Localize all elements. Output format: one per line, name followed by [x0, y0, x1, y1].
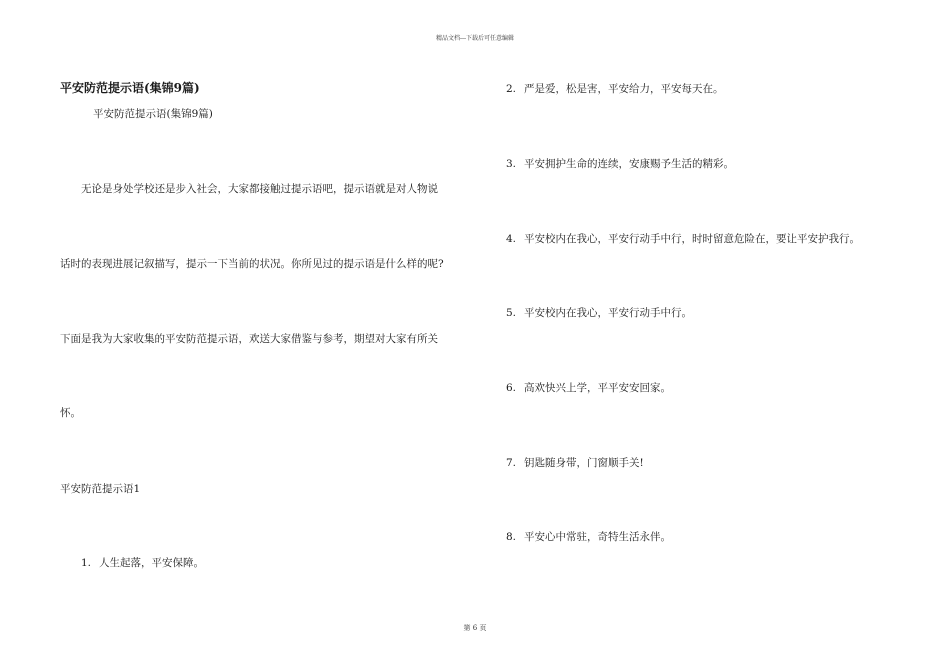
- list-item-text: 平安心中常驻，奇特生活永伴。: [524, 531, 672, 543]
- section-heading: 平安防范提示语1: [60, 483, 141, 495]
- list-item-number: 2.: [506, 83, 517, 95]
- list-item-text: 严是爱，松是害，平安给力，平安每天在。: [524, 83, 724, 95]
- intro-line-4: 怀。: [60, 407, 81, 419]
- list-item: [506, 81, 724, 96]
- list-item: [506, 380, 671, 395]
- list-item-text: 平安校内在我心，平安行动手中行，时时留意危险在，要让平安护我行。: [524, 233, 861, 245]
- list-item-number: 1.: [81, 557, 92, 569]
- list-item: [81, 555, 204, 570]
- page-number: 第 6 页: [463, 624, 487, 632]
- list-item: [506, 455, 644, 470]
- list-item-number: 3.: [506, 158, 517, 170]
- document-subtitle: 平安防范提示语(集锦9篇): [93, 108, 213, 120]
- list-item-text: 钥匙随身带，门窗顺手关!: [524, 457, 644, 469]
- list-item: [506, 231, 860, 246]
- list-item: [506, 529, 671, 544]
- list-item: [506, 305, 692, 320]
- list-item-number: 6.: [506, 382, 517, 394]
- list-item-number: 8.: [506, 531, 517, 543]
- list-item-text: 平安校内在我心，平安行动手中行。: [524, 307, 693, 319]
- list-item-number: 7.: [506, 457, 517, 469]
- list-item-text: 人生起落，平安保障。: [99, 557, 205, 569]
- list-item-number: 4.: [506, 233, 517, 245]
- list-item: [506, 156, 734, 171]
- list-item-text: 高欢快兴上学，平平安安回家。: [524, 382, 672, 394]
- list-item-number: 5.: [506, 307, 517, 319]
- page-header-note: 精品文档---下载后可任意编辑: [435, 35, 515, 42]
- list-item-text: 平安拥护生命的连续，安康赐予生活的精彩。: [524, 158, 735, 170]
- document-title: 平安防范提示语(集锦9篇): [60, 81, 200, 95]
- intro-line-3: 下面是我为大家收集的平安防范提示语，欢送大家借鉴与参考，期望对大家有所关: [60, 333, 438, 345]
- intro-line-2: 话时的表现进展记叙描写，提示一下当前的状况。你所见过的提示语是什么样的呢?: [60, 258, 444, 270]
- intro-line-1: 无论是身处学校还是步入社会，大家都接触过提示语吧，提示语就是对人物说: [81, 183, 438, 195]
